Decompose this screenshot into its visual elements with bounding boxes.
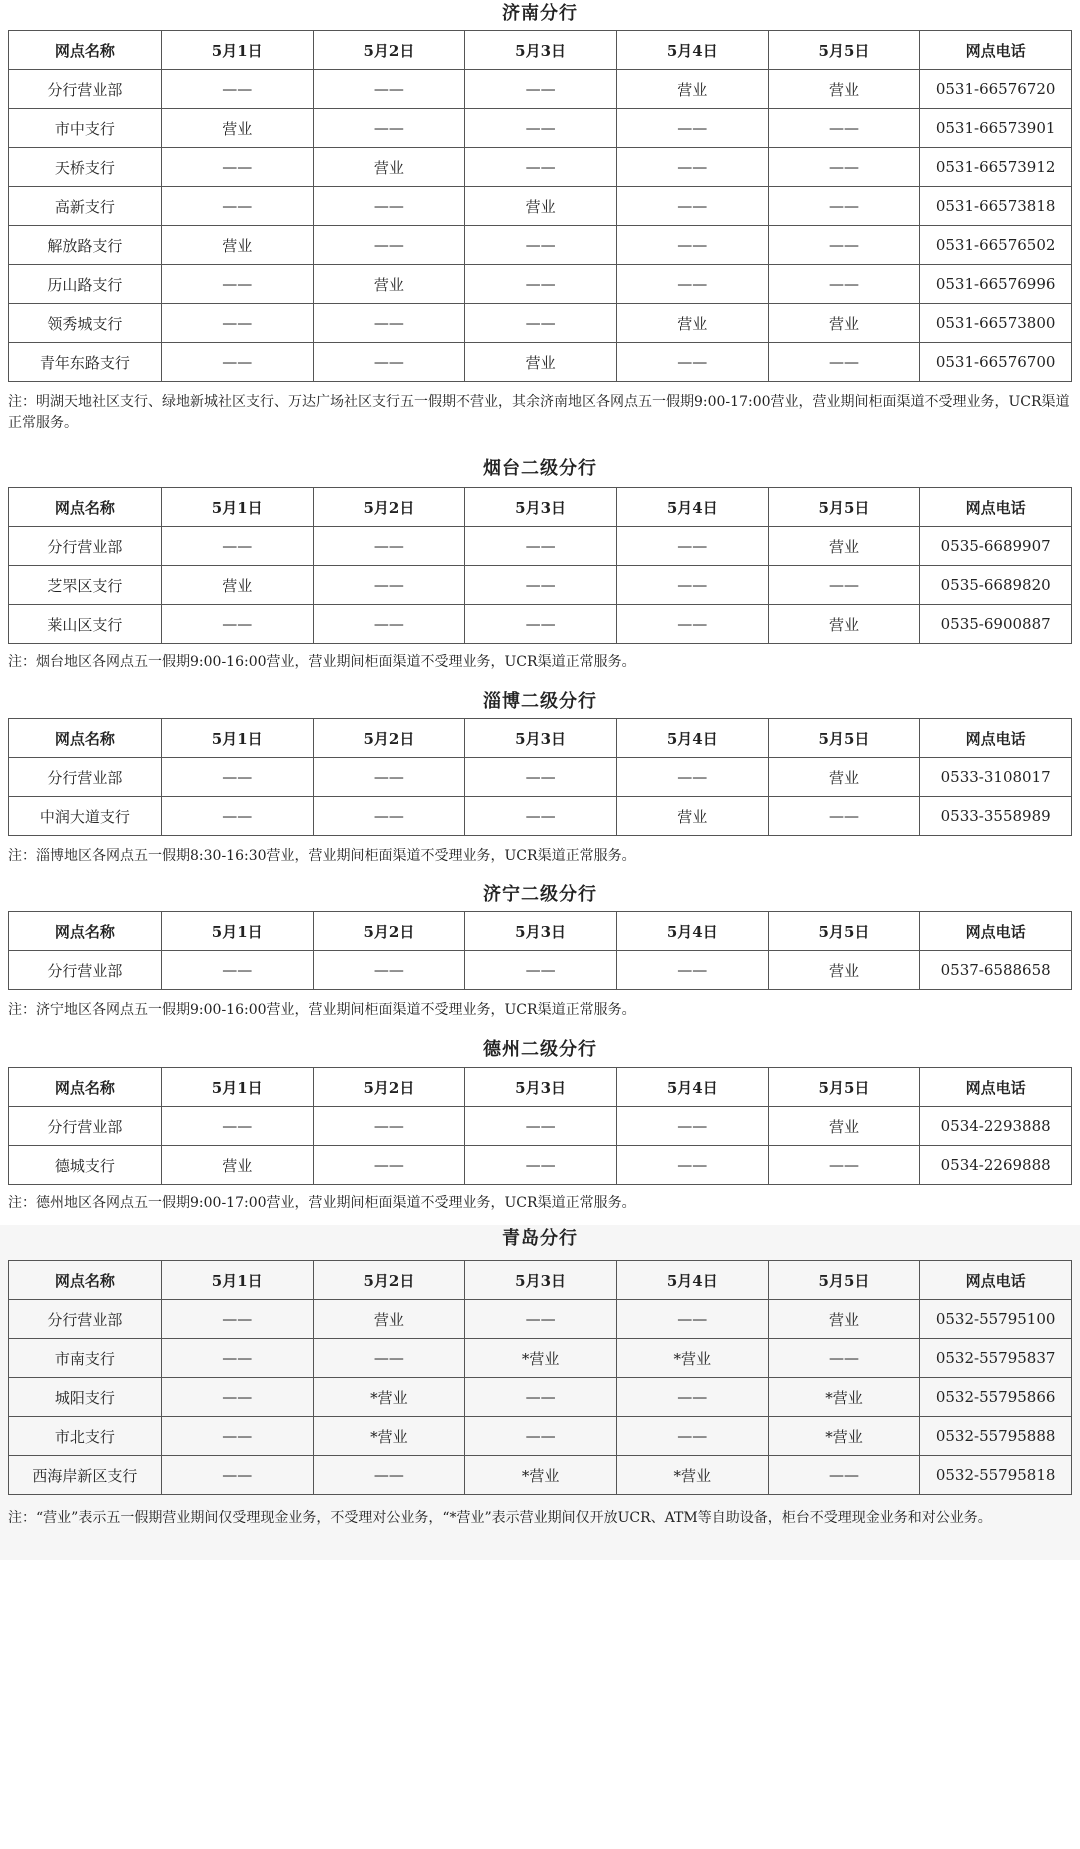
status-cell: ——: [616, 187, 768, 226]
table-row: [9, 109, 1072, 148]
status-cell: ——: [161, 758, 313, 797]
phone-cell: 0533-3558989: [920, 797, 1072, 836]
phone-cell: 0534-2269888: [920, 1146, 1072, 1185]
table-row: [9, 951, 1072, 990]
status-cell: 营业: [161, 566, 313, 605]
section-note: 注：淄博地区各网点五一假期8:30-16:30营业，营业期间柜面渠道不受理业务，UCR渠道正常服务。: [8, 848, 636, 864]
status-cell: ——: [616, 758, 768, 797]
section-title: 青岛分行: [502, 1228, 578, 1249]
column-header: 5月1日: [161, 1261, 313, 1300]
status-cell: *营业: [313, 1417, 465, 1456]
branch-name-cell: 分行营业部: [9, 527, 162, 566]
phone-cell: 0537-6588658: [920, 951, 1072, 990]
status-cell: ——: [616, 265, 768, 304]
table-row: [9, 1456, 1072, 1495]
status-cell: 营业: [161, 1146, 313, 1185]
status-cell: 营业: [768, 527, 920, 566]
status-cell: ——: [161, 1339, 313, 1378]
status-cell: 营业: [465, 187, 617, 226]
status-cell: ——: [313, 70, 465, 109]
branch-name-cell: 青年东路支行: [9, 343, 162, 382]
schedule-table: [8, 718, 1072, 836]
status-cell: ——: [465, 109, 617, 148]
status-cell: ——: [768, 1339, 920, 1378]
column-header: 5月1日: [161, 719, 313, 758]
status-cell: 营业: [768, 758, 920, 797]
status-cell: ——: [313, 343, 465, 382]
schedule-table: [8, 911, 1072, 990]
status-cell: ——: [313, 187, 465, 226]
status-cell: 营业: [161, 226, 313, 265]
column-header: 5月2日: [313, 488, 465, 527]
status-cell: ——: [616, 1107, 768, 1146]
branch-name-cell: 西海岸新区支行: [9, 1456, 162, 1495]
branch-name-cell: 芝罘区支行: [9, 566, 162, 605]
branch-section: [0, 881, 1080, 1027]
column-header: 5月5日: [768, 31, 920, 70]
status-cell: ——: [768, 109, 920, 148]
column-header: 5月1日: [161, 1068, 313, 1107]
status-cell: ——: [161, 605, 313, 644]
status-cell: ——: [616, 527, 768, 566]
branch-name-cell: 城阳支行: [9, 1378, 162, 1417]
column-header: 5月5日: [768, 488, 920, 527]
branch-name-cell: 分行营业部: [9, 951, 162, 990]
column-header: 网点名称: [9, 31, 162, 70]
status-cell: ——: [465, 265, 617, 304]
status-cell: 营业: [768, 1107, 920, 1146]
status-cell: ——: [161, 265, 313, 304]
phone-cell: 0532-55795100: [920, 1300, 1072, 1339]
phone-cell: 0531-66573901: [920, 109, 1072, 148]
status-cell: ——: [313, 1339, 465, 1378]
status-cell: ——: [465, 226, 617, 265]
branch-name-cell: 高新支行: [9, 187, 162, 226]
branch-name-cell: 分行营业部: [9, 1107, 162, 1146]
phone-cell: 0534-2293888: [920, 1107, 1072, 1146]
column-header: 5月3日: [465, 1068, 617, 1107]
status-cell: ——: [768, 265, 920, 304]
column-header: 5月2日: [313, 912, 465, 951]
status-cell: 营业: [768, 304, 920, 343]
status-cell: 营业: [161, 109, 313, 148]
column-header: 网点电话: [920, 488, 1072, 527]
status-cell: 营业: [313, 265, 465, 304]
table-row: [9, 605, 1072, 644]
section-note: 注：德州地区各网点五一假期9:00-17:00营业，营业期间柜面渠道不受理业务，UCR渠道正常服务。: [8, 1195, 636, 1211]
status-cell: ——: [161, 1456, 313, 1495]
status-cell: ——: [465, 758, 617, 797]
status-cell: 营业: [768, 951, 920, 990]
column-header: 5月3日: [465, 1261, 617, 1300]
column-header: 5月3日: [465, 719, 617, 758]
status-cell: ——: [161, 1417, 313, 1456]
phone-cell: 0535-6689907: [920, 527, 1072, 566]
status-cell: *营业: [465, 1339, 617, 1378]
table-row: [9, 566, 1072, 605]
status-cell: ——: [313, 109, 465, 148]
status-cell: ——: [161, 527, 313, 566]
status-cell: ——: [465, 566, 617, 605]
status-cell: ——: [768, 343, 920, 382]
status-cell: ——: [161, 797, 313, 836]
status-cell: ——: [465, 70, 617, 109]
status-cell: ——: [313, 304, 465, 343]
status-cell: *营业: [768, 1378, 920, 1417]
column-header: 网点电话: [920, 1068, 1072, 1107]
schedule-table: [8, 487, 1072, 644]
column-header: 5月4日: [616, 719, 768, 758]
section-note: 注：烟台地区各网点五一假期9:00-16:00营业，营业期间柜面渠道不受理业务，UCR渠道正常服务。: [8, 654, 636, 670]
column-header: 5月5日: [768, 1068, 920, 1107]
section-title: 德州二级分行: [483, 1039, 597, 1060]
table-row: [9, 304, 1072, 343]
status-cell: ——: [616, 605, 768, 644]
status-cell: ——: [313, 1146, 465, 1185]
status-cell: 营业: [465, 343, 617, 382]
column-header: 5月4日: [616, 1261, 768, 1300]
branch-name-cell: 市北支行: [9, 1417, 162, 1456]
column-header: 5月2日: [313, 31, 465, 70]
status-cell: ——: [161, 1378, 313, 1417]
table-row: [9, 797, 1072, 836]
status-cell: ——: [465, 1107, 617, 1146]
status-cell: *营业: [616, 1339, 768, 1378]
phone-cell: 0531-66576502: [920, 226, 1072, 265]
table-header-row: [9, 1068, 1072, 1107]
status-cell: ——: [313, 797, 465, 836]
schedule-table: [8, 1067, 1072, 1185]
table-header-row: [9, 488, 1072, 527]
status-cell: ——: [616, 109, 768, 148]
phone-cell: 0532-55795818: [920, 1456, 1072, 1495]
status-cell: ——: [768, 187, 920, 226]
table-row: [9, 187, 1072, 226]
column-header: 5月1日: [161, 31, 313, 70]
section-note: 注：明湖天地社区支行、绿地新城社区支行、万达广场社区支行五一假期不营业，其余济南地区各网点五一假期9:00-17:00营业，营业期间柜面渠道不受理业务，UCR渠道正常服务。: [8, 394, 1070, 431]
branch-section: [0, 0, 1080, 440]
status-cell: ——: [465, 527, 617, 566]
status-cell: ——: [465, 304, 617, 343]
section-title: 烟台二级分行: [483, 458, 597, 479]
status-cell: ——: [616, 566, 768, 605]
status-cell: ——: [465, 797, 617, 836]
table-row: [9, 527, 1072, 566]
status-cell: ——: [465, 1417, 617, 1456]
column-header: 网点名称: [9, 912, 162, 951]
branch-section: [0, 688, 1080, 873]
table-row: [9, 1339, 1072, 1378]
status-cell: *营业: [616, 1456, 768, 1495]
status-cell: ——: [313, 758, 465, 797]
section-title: 淄博二级分行: [483, 691, 597, 712]
status-cell: ——: [161, 304, 313, 343]
section-title: 济宁二级分行: [483, 884, 597, 905]
branch-name-cell: 市南支行: [9, 1339, 162, 1378]
status-cell: ——: [313, 566, 465, 605]
status-cell: ——: [616, 1417, 768, 1456]
status-cell: ——: [616, 1146, 768, 1185]
column-header: 网点电话: [920, 31, 1072, 70]
status-cell: ——: [616, 226, 768, 265]
section-title: 济南分行: [502, 3, 578, 24]
table-row: [9, 1378, 1072, 1417]
branch-name-cell: 莱山区支行: [9, 605, 162, 644]
status-cell: ——: [161, 951, 313, 990]
phone-cell: 0531-66573800: [920, 304, 1072, 343]
column-header: 5月1日: [161, 488, 313, 527]
column-header: 5月2日: [313, 1261, 465, 1300]
status-cell: ——: [161, 187, 313, 226]
status-cell: ——: [161, 148, 313, 187]
status-cell: ——: [616, 1378, 768, 1417]
phone-cell: 0531-66576720: [920, 70, 1072, 109]
phone-cell: 0532-55795866: [920, 1378, 1072, 1417]
table-row: [9, 1107, 1072, 1146]
status-cell: ——: [768, 226, 920, 265]
status-cell: ——: [768, 797, 920, 836]
column-header: 5月3日: [465, 31, 617, 70]
table-row: [9, 1300, 1072, 1339]
column-header: 5月4日: [616, 912, 768, 951]
column-header: 5月4日: [616, 31, 768, 70]
status-cell: ——: [768, 1456, 920, 1495]
schedule-table: [8, 30, 1072, 382]
status-cell: ——: [313, 605, 465, 644]
status-cell: ——: [465, 1378, 617, 1417]
status-cell: *营业: [313, 1378, 465, 1417]
column-header: 网点名称: [9, 1068, 162, 1107]
table-header-row: [9, 1261, 1072, 1300]
status-cell: *营业: [768, 1417, 920, 1456]
phone-cell: 0535-6900887: [920, 605, 1072, 644]
status-cell: ——: [616, 343, 768, 382]
column-header: 5月5日: [768, 1261, 920, 1300]
table-row: [9, 1146, 1072, 1185]
status-cell: ——: [313, 951, 465, 990]
status-cell: ——: [161, 1300, 313, 1339]
branch-section: [0, 1225, 1080, 1560]
branch-name-cell: 天桥支行: [9, 148, 162, 187]
branch-name-cell: 市中支行: [9, 109, 162, 148]
phone-cell: 0531-66576996: [920, 265, 1072, 304]
status-cell: *营业: [465, 1456, 617, 1495]
status-cell: ——: [313, 226, 465, 265]
branch-section: [0, 455, 1080, 679]
phone-cell: 0531-66576700: [920, 343, 1072, 382]
table-row: [9, 758, 1072, 797]
status-cell: ——: [161, 1107, 313, 1146]
branch-section: [0, 1036, 1080, 1220]
column-header: 5月4日: [616, 488, 768, 527]
column-header: 5月2日: [313, 1068, 465, 1107]
status-cell: ——: [768, 148, 920, 187]
table-row: [9, 226, 1072, 265]
phone-cell: 0535-6689820: [920, 566, 1072, 605]
table-header-row: [9, 31, 1072, 70]
status-cell: ——: [313, 1107, 465, 1146]
branch-name-cell: 德城支行: [9, 1146, 162, 1185]
branch-name-cell: 解放路支行: [9, 226, 162, 265]
column-header: 网点电话: [920, 912, 1072, 951]
section-note: 注：“营业”表示五一假期营业期间仅受理现金业务，不受理对公业务，“*营业”表示营业期间仅开放UCR、ATM等自助设备，柜台不受理现金业务和对公业务。: [8, 1510, 992, 1526]
branch-name-cell: 中润大道支行: [9, 797, 162, 836]
status-cell: ——: [465, 605, 617, 644]
status-cell: ——: [616, 1300, 768, 1339]
column-header: 5月5日: [768, 912, 920, 951]
table-row: [9, 343, 1072, 382]
status-cell: ——: [161, 343, 313, 382]
status-cell: 营业: [616, 304, 768, 343]
column-header: 网点电话: [920, 1261, 1072, 1300]
column-header: 网点名称: [9, 488, 162, 527]
status-cell: ——: [616, 148, 768, 187]
branch-name-cell: 分行营业部: [9, 1300, 162, 1339]
status-cell: ——: [313, 527, 465, 566]
phone-cell: 0532-55795888: [920, 1417, 1072, 1456]
phone-cell: 0531-66573912: [920, 148, 1072, 187]
status-cell: ——: [616, 951, 768, 990]
status-cell: ——: [465, 148, 617, 187]
table-header-row: [9, 719, 1072, 758]
phone-cell: 0533-3108017: [920, 758, 1072, 797]
status-cell: 营业: [313, 1300, 465, 1339]
status-cell: ——: [465, 1300, 617, 1339]
status-cell: 营业: [616, 70, 768, 109]
column-header: 网点名称: [9, 1261, 162, 1300]
status-cell: ——: [465, 1146, 617, 1185]
branch-name-cell: 领秀城支行: [9, 304, 162, 343]
branch-name-cell: 分行营业部: [9, 70, 162, 109]
table-row: [9, 1417, 1072, 1456]
column-header: 网点电话: [920, 719, 1072, 758]
status-cell: ——: [313, 1456, 465, 1495]
branch-name-cell: 历山路支行: [9, 265, 162, 304]
status-cell: ——: [161, 70, 313, 109]
status-cell: 营业: [768, 1300, 920, 1339]
column-header: 5月4日: [616, 1068, 768, 1107]
status-cell: ——: [465, 951, 617, 990]
phone-cell: 0532-55795837: [920, 1339, 1072, 1378]
column-header: 5月1日: [161, 912, 313, 951]
status-cell: ——: [768, 1146, 920, 1185]
section-note: 注：济宁地区各网点五一假期9:00-16:00营业，营业期间柜面渠道不受理业务，UCR渠道正常服务。: [8, 1002, 636, 1018]
table-header-row: [9, 912, 1072, 951]
status-cell: 营业: [313, 148, 465, 187]
table-row: [9, 148, 1072, 187]
table-row: [9, 70, 1072, 109]
column-header: 5月3日: [465, 912, 617, 951]
column-header: 5月2日: [313, 719, 465, 758]
status-cell: 营业: [768, 605, 920, 644]
column-header: 网点名称: [9, 719, 162, 758]
column-header: 5月3日: [465, 488, 617, 527]
status-cell: 营业: [616, 797, 768, 836]
status-cell: 营业: [768, 70, 920, 109]
phone-cell: 0531-66573818: [920, 187, 1072, 226]
column-header: 5月5日: [768, 719, 920, 758]
schedule-table: [8, 1260, 1072, 1495]
status-cell: ——: [768, 566, 920, 605]
table-row: [9, 265, 1072, 304]
branch-name-cell: 分行营业部: [9, 758, 162, 797]
